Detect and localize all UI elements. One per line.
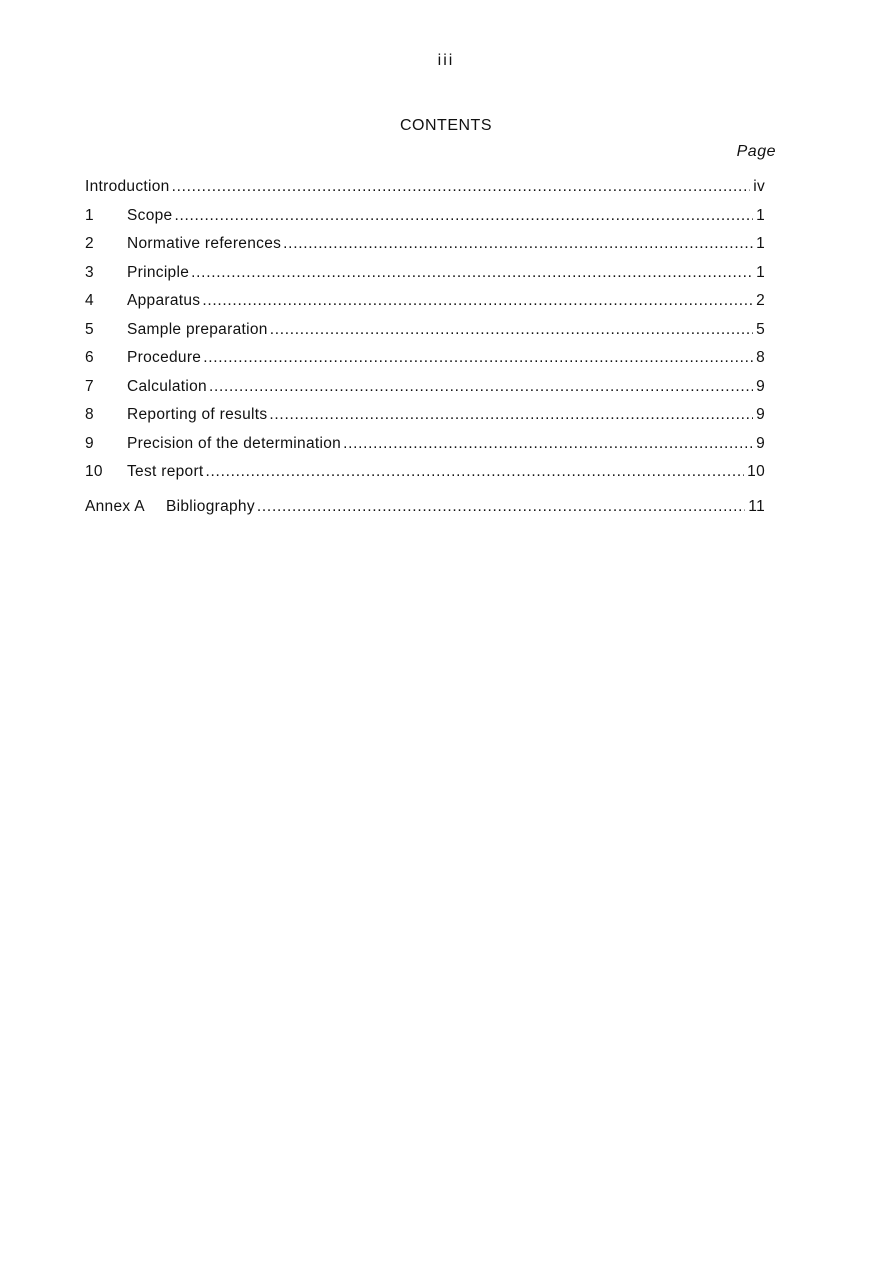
toc-annex-label: Annex A — [85, 497, 145, 515]
toc-entry-page: 5 — [756, 320, 765, 338]
toc-entry-number: 1 — [85, 206, 94, 224]
toc-entry-number: 6 — [85, 349, 94, 366]
toc-entry-number: 8 — [85, 406, 94, 423]
toc-entry-page: 1 — [756, 263, 765, 281]
toc-entry-title: Scope — [127, 206, 173, 224]
toc-entry-number: 10 — [85, 463, 103, 480]
toc-entry-introduction[interactable] — [85, 175, 765, 204]
toc-entry-title: Bibliography — [166, 497, 255, 515]
toc-entry-title: Principle — [127, 263, 190, 281]
toc-entry-title: Precision of the determination — [127, 434, 342, 452]
toc-entry-title: Procedure — [127, 349, 202, 366]
contents-heading: CONTENTS — [400, 117, 492, 134]
toc-entry-page: 11 — [748, 497, 765, 515]
toc-entry-page: 1 — [756, 206, 765, 224]
dot-leader — [202, 289, 753, 313]
toc-entry-section-10[interactable] — [85, 460, 765, 489]
dot-leader — [172, 175, 751, 199]
toc-entry-number: 7 — [85, 377, 94, 395]
toc-entry-section-8[interactable] — [85, 403, 765, 432]
toc-entry-number: 9 — [85, 434, 94, 452]
toc-entry-number: 2 — [85, 235, 94, 252]
toc-entry-page: 9 — [756, 434, 765, 452]
dot-leader — [206, 460, 745, 484]
toc-entry-section-2[interactable] — [85, 232, 765, 261]
toc-entry-title: Calculation — [127, 377, 207, 395]
toc-entry-section-4[interactable] — [85, 289, 765, 318]
table-of-contents — [85, 175, 765, 523]
toc-entry-page: 9 — [756, 406, 765, 423]
page-number: iii — [437, 52, 455, 69]
dot-leader — [257, 495, 745, 519]
toc-entry-section-1[interactable] — [85, 204, 765, 233]
toc-entry-section-5[interactable] — [85, 318, 765, 347]
toc-entry-number: 4 — [85, 292, 94, 309]
toc-entry-annex-a[interactable] — [85, 495, 765, 524]
toc-entry-section-7[interactable] — [85, 375, 765, 404]
dot-leader — [269, 403, 753, 427]
toc-entry-section-9[interactable] — [85, 432, 765, 461]
toc-entry-number: 5 — [85, 320, 94, 338]
toc-entry-section-3[interactable] — [85, 261, 765, 290]
dot-leader — [270, 318, 753, 342]
toc-entry-title: Test report — [127, 463, 204, 480]
page-column-label: Page — [736, 143, 776, 160]
toc-entry-page: 10 — [747, 463, 765, 480]
toc-entry-number: 3 — [85, 263, 94, 281]
dot-leader — [191, 261, 753, 285]
toc-entry-section-6[interactable] — [85, 346, 765, 375]
dot-leader — [209, 375, 753, 399]
dot-leader — [283, 232, 753, 256]
toc-entry-title: Normative references — [127, 235, 282, 252]
toc-entry-title: Sample preparation — [127, 320, 268, 338]
toc-entry-page: 9 — [756, 377, 765, 395]
toc-entry-page: 1 — [756, 235, 765, 252]
toc-entry-title: Apparatus — [127, 292, 201, 309]
toc-entry-title: Reporting of results — [127, 406, 268, 423]
toc-entry-page: iv — [753, 178, 765, 195]
dot-leader — [343, 432, 753, 456]
toc-entry-title: Introduction — [85, 178, 170, 195]
dot-leader — [174, 204, 753, 228]
toc-entry-page: 8 — [756, 349, 765, 366]
dot-leader — [203, 346, 753, 370]
toc-entry-page: 2 — [756, 292, 765, 309]
